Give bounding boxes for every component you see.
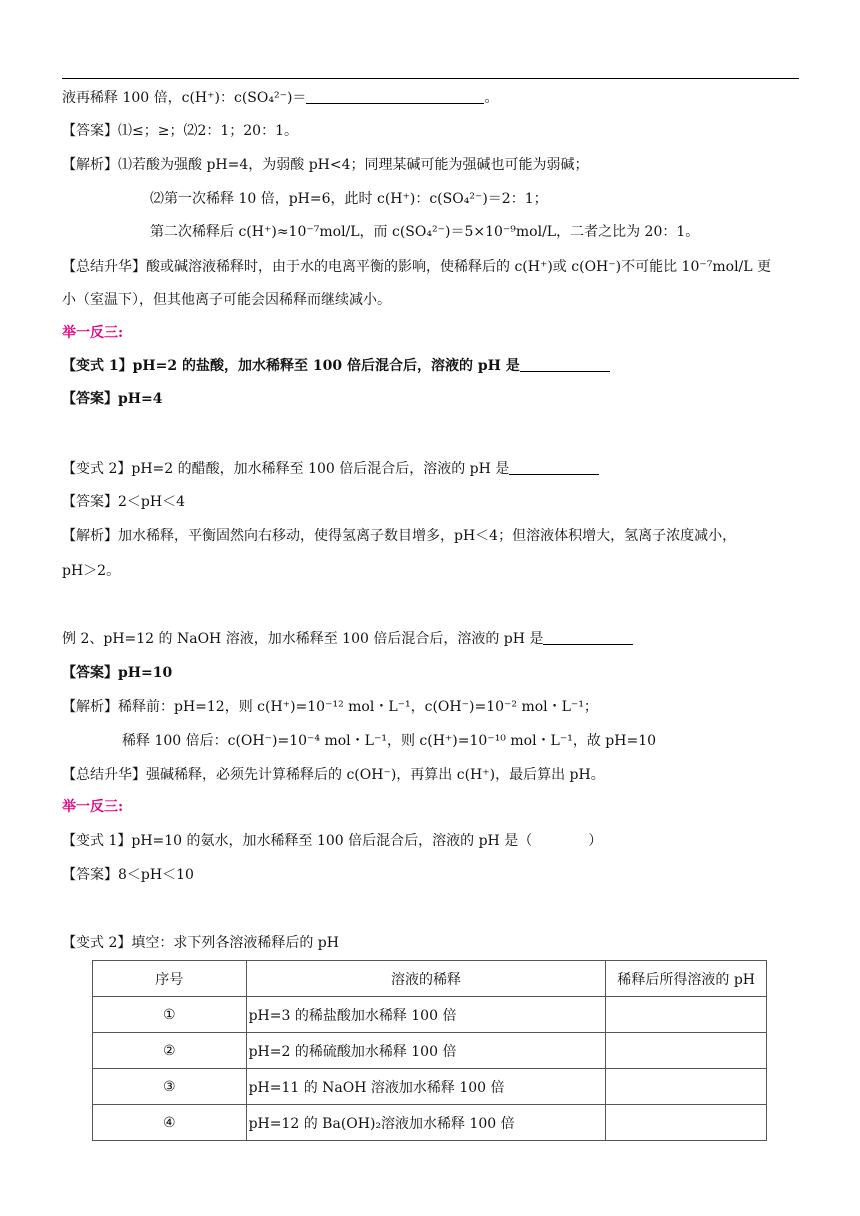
col-header-no: 序号	[93, 961, 247, 997]
answer-blank[interactable]	[306, 89, 484, 104]
section-heading-practice: 举一反三:	[62, 325, 124, 341]
row-ph-cell[interactable]	[606, 997, 767, 1033]
variant-2-question	[62, 459, 599, 479]
variant-1b-question	[62, 831, 602, 851]
col-header-desc: 溶液的稀释	[246, 961, 606, 997]
analysis-line: 【解析】⑴若酸为强酸 pH=4，为弱酸 pH<4；同理某碱可能为强碱也可能为弱碱；	[62, 157, 589, 173]
example-2-answer: 【答案】pH=10	[62, 665, 173, 681]
answer-blank[interactable]	[509, 460, 599, 475]
col-header-ph: 稀释后所得溶液的 pH	[606, 961, 767, 997]
row-ph-cell[interactable]	[606, 1069, 767, 1105]
question-text: 液再稀释 100 倍，c(H⁺)：c(SO₄²⁻)＝	[62, 90, 307, 106]
table-header-row	[93, 961, 767, 997]
row-desc: pH=11 的 NaOH 溶液加水稀释 100 倍	[246, 1069, 606, 1105]
summary-line-2: 小（室温下），但其他离子可能会因稀释而继续减小。	[62, 292, 391, 308]
table-row	[93, 1033, 767, 1069]
variant-2b-question: 【变式 2】填空：求下列各溶液稀释后的 pH	[62, 935, 339, 951]
row-ph-cell[interactable]	[606, 1033, 767, 1069]
example-2-analysis-1: 【解析】稀释前：pH=12，则 c(H⁺)=10⁻¹² mol・L⁻¹，c(OH⁻)=10⁻² mol・L⁻¹；	[62, 699, 598, 715]
variant-1-answer: 【答案】pH=4	[62, 391, 163, 407]
answer-blank[interactable]	[543, 630, 633, 645]
analysis-step-2: ⑵第一次稀释 10 倍，pH=6，此时 c(H⁺)：c(SO₄²⁻)＝2：1；	[150, 191, 548, 207]
summary-line-1: 【总结升华】酸或碱溶液稀释时，由于水的电离平衡的影响，使稀释后的 c(H⁺)或 c(OH⁻)不可能比 10⁻⁷mol/L 更	[62, 259, 772, 275]
variant-1-text: 【变式 1】pH=2 的盐酸，加水稀释至 100 倍后混合后，溶液的 pH 是	[62, 358, 520, 374]
analysis-step-3: 第二次稀释后 c(H⁺)≈10⁻⁷mol/L，而 c(SO₄²⁻)＝5×10⁻⁹mol/L，二者之比为 20：1。	[150, 224, 700, 240]
example-2-summary: 【总结升华】强碱稀释，必须先计算稀释后的 c(OH⁻)，再算出 c(H⁺)，最后算出 pH。	[62, 767, 605, 783]
row-no: ③	[93, 1069, 247, 1105]
row-no: ①	[93, 997, 247, 1033]
row-no: ④	[93, 1105, 247, 1141]
table-row	[93, 997, 767, 1033]
variant-2-answer: 【答案】2＜pH＜4	[62, 494, 185, 510]
row-desc: pH=2 的稀硫酸加水稀释 100 倍	[246, 1033, 606, 1069]
table-row	[93, 1069, 767, 1105]
answer-blank[interactable]	[520, 357, 610, 372]
variant-1-question	[62, 356, 610, 376]
row-desc: pH=12 的 Ba(OH)₂溶液加水稀释 100 倍	[246, 1105, 606, 1141]
variant-2-analysis-1: 【解析】加水稀释，平衡固然向右移动，使得氢离子数目增多，pH＜4；但溶液体积增大，氢离子浓度减小，	[62, 528, 737, 544]
table-row	[93, 1105, 767, 1141]
close-paren: ）	[588, 833, 603, 849]
example-2-text: 例 2、pH=12 的 NaOH 溶液，加水稀释至 100 倍后混合后，溶液的 pH 是	[62, 631, 544, 647]
variant-2-analysis-2: pH＞2。	[62, 563, 121, 579]
answer-line: 【答案】⑴≤；≥；⑵2：1；20：1。	[62, 123, 298, 139]
row-no: ②	[93, 1033, 247, 1069]
header-rule	[62, 78, 799, 79]
example-2-question	[62, 629, 633, 649]
question-continuation	[62, 88, 498, 108]
dilution-table	[92, 960, 767, 1141]
variant-1b-answer: 【答案】8＜pH＜10	[62, 867, 194, 883]
variant-1b-text: 【变式 1】pH=10 的氨水，加水稀释至 100 倍后混合后，溶液的 pH 是（	[62, 833, 533, 849]
section-heading-practice-2: 举一反三:	[62, 799, 124, 815]
period: 。	[484, 90, 499, 106]
variant-2-text: 【变式 2】pH=2 的醋酸，加水稀释至 100 倍后混合后，溶液的 pH 是	[62, 461, 510, 477]
row-desc: pH=3 的稀盐酸加水稀释 100 倍	[246, 997, 606, 1033]
example-2-analysis-2: 稀释 100 倍后：c(OH⁻)=10⁻⁴ mol・L⁻¹，则 c(H⁺)=10⁻¹⁰ mol・L⁻¹，故 pH=10	[122, 733, 657, 749]
row-ph-cell[interactable]	[606, 1105, 767, 1141]
